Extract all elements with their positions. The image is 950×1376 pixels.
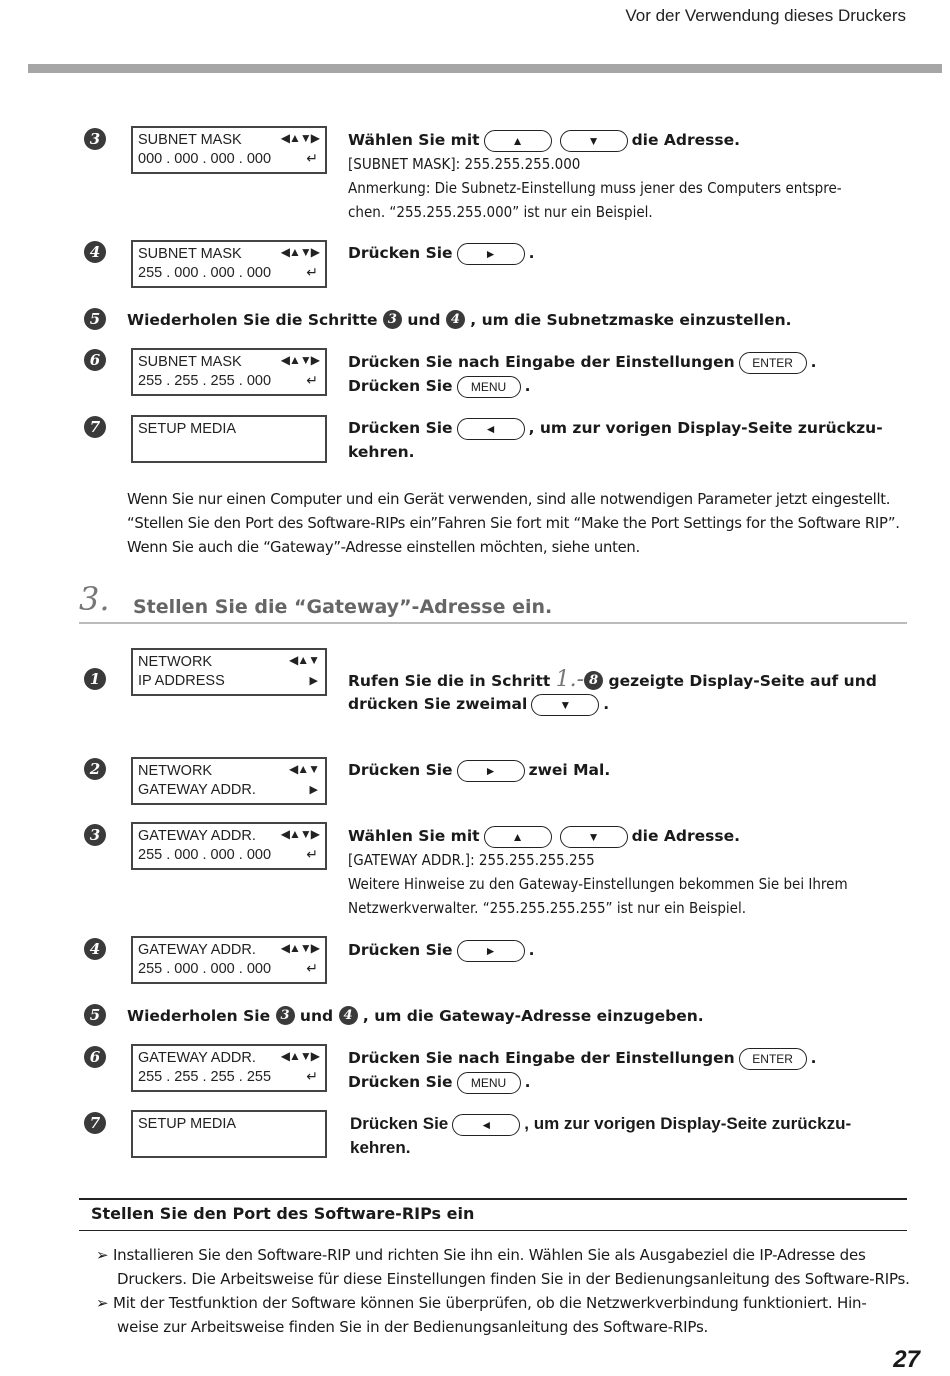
lcd-display (131, 648, 327, 696)
lcd-line-1: SETUP MEDIA (138, 421, 237, 437)
lcd-line-2: 255 . 000 . 000 . 000 (138, 265, 272, 281)
step-number: 6 (84, 349, 106, 371)
step-number: 7 (84, 416, 106, 438)
up-key-icon: ▲ (484, 130, 552, 152)
lcd-display (131, 1110, 327, 1158)
step-ref-icon: 4 (446, 310, 465, 329)
step-instruction: Wiederholen Sie 3 und 4 , um die Gateway-Adresse einzugeben. (127, 1007, 704, 1025)
step-number: 6 (84, 1046, 106, 1068)
step-instruction: Drücken Sie ► . (348, 241, 534, 265)
step-instruction: Drücken Sie MENU . (348, 374, 530, 398)
lcd-right-icon: ▶ (309, 784, 318, 796)
lcd-display (131, 240, 327, 288)
left-key-icon: ◄ (457, 418, 525, 440)
subsection-title: Stellen Sie den Port des Software-RIPs ein (91, 1204, 475, 1223)
lcd-enter-icon: ↵ (306, 846, 318, 862)
lcd-arrows-icon: ◀▲▼▶ (280, 131, 319, 145)
step-ref-label: 1.- (555, 667, 585, 692)
down-key-icon: ▼ (560, 826, 628, 848)
step-number: 3 (84, 128, 106, 150)
lcd-line-1: SETUP MEDIA (138, 1116, 237, 1132)
step-instruction: Drücken Sie ◄ , um zur vorigen Display-Seite zurückzu- (350, 1112, 851, 1136)
lcd-display (131, 415, 327, 463)
right-key-icon: ► (457, 760, 525, 782)
lcd-display (131, 126, 327, 174)
lcd-arrows-icon: ◀▲▼▶ (280, 245, 319, 259)
right-key-icon: ► (457, 243, 525, 265)
step-instruction: Drücken Sie ► . (348, 938, 534, 962)
running-header: Vor der Verwendung dieses Druckers (625, 6, 906, 25)
lcd-arrows-icon: ◀▲▼ (289, 653, 319, 667)
lcd-enter-icon: ↵ (306, 1068, 318, 1084)
step-instruction: Drücken Sie ◄ , um zur vorigen Display-Seite zurückzu- (348, 416, 883, 440)
body-text: Wenn Sie nur einen Computer und ein Gerät verwenden, sind alle notwendigen Parameter jetzt eingestellt. (127, 491, 891, 508)
lcd-line-2: 255 . 000 . 000 . 000 (138, 961, 272, 977)
lcd-right-icon: ▶ (309, 675, 318, 687)
down-key-icon: ▼ (531, 694, 599, 716)
lcd-arrows-icon: ◀▲▼ (289, 762, 319, 776)
lcd-line-1: SUBNET MASK (138, 246, 242, 262)
step-number: 4 (84, 241, 106, 263)
bullet-continuation: weise zur Arbeitsweise finden Sie in der Bedienungsanleitung des Software-RIPs. (117, 1318, 709, 1336)
enter-key-icon: ENTER (739, 352, 807, 374)
lcd-line-1: SUBNET MASK (138, 354, 242, 370)
step-ref-icon: 4 (339, 1006, 358, 1025)
lcd-enter-icon: ↵ (306, 150, 318, 166)
subsection-heading (79, 1198, 907, 1231)
enter-key-icon: ENTER (739, 1048, 807, 1070)
lcd-line-2: 255 . 000 . 000 . 000 (138, 847, 272, 863)
lcd-display (131, 348, 327, 396)
lcd-display (131, 757, 327, 805)
step-instruction: Wählen Sie mit ▲ ▼ die Adresse. (348, 824, 740, 848)
step-note: [SUBNET MASK]: 255.255.255.000 (348, 155, 581, 173)
left-key-icon: ◄ (452, 1114, 520, 1136)
step-note: Anmerkung: Die Subnetz-Einstellung muss jener des Computers entspre- (348, 179, 842, 197)
lcd-display (131, 1044, 327, 1092)
section-number: 3. (79, 580, 110, 618)
step-instruction: drücken Sie zweimal ▼ . (348, 692, 609, 716)
lcd-line-2: 000 . 000 . 000 . 000 (138, 151, 272, 167)
lcd-arrows-icon: ◀▲▼▶ (280, 1049, 319, 1063)
step-instruction: kehren. (348, 443, 415, 461)
step-number: 4 (84, 938, 106, 960)
bullet-item: ➢ Mit der Testfunktion der Software können Sie überprüfen, ob die Netzwerkverbindung funktioniert. Hin- (96, 1294, 867, 1312)
bullet-arrow-icon: ➢ (96, 1294, 109, 1312)
step-note: Weitere Hinweise zu den Gateway-Einstellungen bekommen Sie bei Ihrem (348, 875, 848, 893)
lcd-line-1: GATEWAY ADDR. (138, 828, 256, 844)
step-instruction: Wiederholen Sie die Schritte 3 und 4 , um die Subnetzmaske einzustellen. (127, 311, 792, 329)
body-text: Wenn Sie auch die “Gateway”-Adresse einstellen möchten, siehe unten. (127, 539, 640, 556)
step-instruction: kehren. (350, 1138, 411, 1157)
step-number: 5 (84, 308, 106, 330)
down-key-icon: ▼ (560, 130, 628, 152)
lcd-display (131, 936, 327, 984)
section-heading (79, 582, 907, 624)
body-text: “Stellen Sie den Port des Software-RIPs ein”Fahren Sie fort mit “Make the Port Settings for the Software RIP”. (127, 515, 900, 532)
step-ref-icon: 8 (584, 671, 603, 690)
lcd-arrows-icon: ◀▲▼▶ (280, 941, 319, 955)
lcd-line-1: GATEWAY ADDR. (138, 942, 256, 958)
lcd-arrows-icon: ◀▲▼▶ (280, 827, 319, 841)
page-number: 27 (893, 1346, 920, 1373)
step-instruction: Drücken Sie ► zwei Mal. (348, 758, 610, 782)
bullet-arrow-icon: ➢ (96, 1246, 109, 1264)
bullet-continuation: Druckers. Die Arbeitsweise für diese Einstellungen finden Sie in der Bedienungsanleitung des Software-RIPs. (117, 1270, 910, 1288)
bullet-item: ➢ Installieren Sie den Software-RIP und richten Sie ihn ein. Wählen Sie als Ausgabeziel die IP-Adresse des (96, 1246, 866, 1264)
lcd-arrows-icon: ◀▲▼▶ (280, 353, 319, 367)
right-key-icon: ► (457, 940, 525, 962)
step-instruction: Drücken Sie nach Eingabe der Einstellungen ENTER . (348, 1046, 817, 1070)
lcd-line-2: 255 . 255 . 255 . 000 (138, 373, 272, 389)
lcd-line-2: IP ADDRESS (138, 673, 225, 689)
step-note: chen. “255.255.255.000” ist nur ein Beispiel. (348, 203, 653, 221)
lcd-line-1: SUBNET MASK (138, 132, 242, 148)
lcd-line-2: GATEWAY ADDR. (138, 782, 256, 798)
step-instruction: Rufen Sie die in Schritt 1.- 8 gezeigte Display-Seite auf und (348, 667, 877, 692)
step-ref-icon: 3 (383, 310, 402, 329)
step-number: 1 (84, 668, 106, 690)
lcd-line-1: NETWORK (138, 763, 213, 779)
lcd-line-1: GATEWAY ADDR. (138, 1050, 256, 1066)
step-number: 2 (84, 758, 106, 780)
menu-key-icon: MENU (457, 376, 521, 398)
step-instruction: Drücken Sie nach Eingabe der Einstellungen ENTER . (348, 350, 817, 374)
step-instruction: Wählen Sie mit ▲ ▼ die Adresse. (348, 128, 740, 152)
lcd-line-2: 255 . 255 . 255 . 255 (138, 1069, 272, 1085)
step-note: [GATEWAY ADDR.]: 255.255.255.255 (348, 851, 595, 869)
menu-key-icon: MENU (457, 1072, 521, 1094)
step-note: Netzwerkverwalter. “255.255.255.255” ist nur ein Beispiel. (348, 899, 747, 917)
lcd-enter-icon: ↵ (306, 960, 318, 976)
step-number: 3 (84, 824, 106, 846)
lcd-display (131, 822, 327, 870)
lcd-enter-icon: ↵ (306, 372, 318, 388)
up-key-icon: ▲ (484, 826, 552, 848)
step-ref-icon: 3 (276, 1006, 295, 1025)
lcd-enter-icon: ↵ (306, 264, 318, 280)
lcd-line-1: NETWORK (138, 654, 213, 670)
section-title: Stellen Sie die “Gateway”-Adresse ein. (133, 596, 553, 618)
step-number: 7 (84, 1112, 106, 1134)
step-number: 5 (84, 1004, 106, 1026)
step-instruction: Drücken Sie MENU . (348, 1070, 530, 1094)
header-rule (28, 64, 942, 73)
